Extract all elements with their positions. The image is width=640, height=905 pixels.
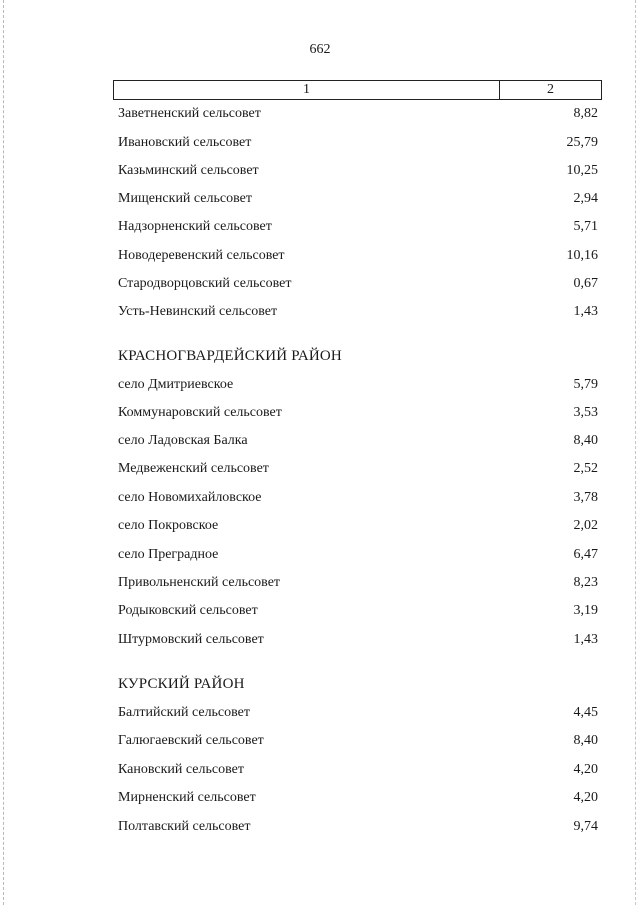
row-value: 8,23 — [573, 575, 598, 590]
row-name: Штурмовский сельсовет — [118, 632, 264, 647]
table-row — [118, 189, 598, 209]
row-value: 8,40 — [573, 733, 598, 748]
table-row — [118, 459, 598, 479]
table-row — [118, 431, 598, 451]
table-row — [118, 403, 598, 423]
row-name: Заветненский сельсовет — [118, 106, 261, 121]
table-row — [118, 630, 598, 650]
row-name: Коммунаровский сельсовет — [118, 405, 282, 420]
table-row — [118, 545, 598, 565]
row-value: 3,53 — [573, 405, 598, 420]
column-header-1: 1 — [114, 81, 500, 99]
table-column-header — [113, 80, 602, 100]
row-name: село Покровское — [118, 518, 219, 533]
row-name: Родыковский сельсовет — [118, 603, 258, 618]
table-row — [118, 133, 598, 153]
row-value: 1,43 — [573, 632, 598, 647]
row-value: 4,20 — [573, 790, 598, 805]
table-row — [118, 760, 598, 780]
table-row — [118, 246, 598, 266]
table-row — [118, 274, 598, 294]
row-value: 10,25 — [566, 163, 598, 178]
row-value: 5,71 — [573, 219, 598, 234]
row-value: 4,45 — [573, 705, 598, 720]
row-value: 6,47 — [573, 547, 598, 562]
row-name: Медвеженский сельсовет — [118, 461, 269, 476]
row-value: 2,52 — [573, 461, 598, 476]
row-name: Мищенский сельсовет — [118, 191, 252, 206]
row-name: Кановский сельсовет — [118, 762, 244, 777]
row-value: 8,40 — [573, 433, 598, 448]
row-name: Полтавский сельсовет — [118, 819, 251, 834]
row-value: 8,82 — [573, 106, 598, 121]
row-value: 0,67 — [573, 276, 598, 291]
table-row — [118, 161, 598, 181]
row-value: 4,20 — [573, 762, 598, 777]
row-name: Стародворцовский сельсовет — [118, 276, 292, 291]
table-row — [118, 516, 598, 536]
section-heading-krasnogvardeysky: КРАСНОГВАРДЕЙСКИЙ РАЙОН — [118, 348, 342, 364]
row-name: село Дмитриевское — [118, 377, 234, 392]
table-row — [118, 601, 598, 621]
row-name: Казьминский сельсовет — [118, 163, 259, 178]
row-name: Новодеревенский сельсовет — [118, 248, 285, 263]
table-row — [118, 817, 598, 837]
row-value: 2,94 — [573, 191, 598, 206]
table-row — [118, 302, 598, 322]
row-name: Мирненский сельсовет — [118, 790, 256, 805]
row-name: село Ладовская Балка — [118, 433, 248, 448]
column-header-2: 2 — [547, 82, 554, 97]
row-name: Надзорненский сельсовет — [118, 219, 272, 234]
row-name: село Новомихайловское — [118, 490, 262, 505]
table-row — [118, 788, 598, 808]
table-row — [118, 731, 598, 751]
table-row — [118, 573, 598, 593]
table-row — [118, 217, 598, 237]
table-row — [118, 703, 598, 723]
table-row — [118, 104, 598, 124]
row-name: Ивановский сельсовет — [118, 135, 252, 150]
section-heading-kursky: КУРСКИЙ РАЙОН — [118, 676, 245, 692]
row-value: 1,43 — [573, 304, 598, 319]
page-number: 662 — [309, 42, 331, 57]
page-edge-right — [635, 0, 637, 905]
row-name: Галюгаевский сельсовет — [118, 733, 264, 748]
row-value: 3,19 — [573, 603, 598, 618]
page-edge-left — [3, 0, 5, 905]
row-value: 10,16 — [566, 248, 598, 263]
row-value: 2,02 — [573, 518, 598, 533]
row-value: 9,74 — [573, 819, 598, 834]
row-name: Балтийский сельсовет — [118, 705, 251, 720]
row-value: 25,79 — [566, 135, 598, 150]
row-value: 5,79 — [573, 377, 598, 392]
row-name: Привольненский сельсовет — [118, 575, 281, 590]
table-row — [118, 488, 598, 508]
row-value: 3,78 — [573, 490, 598, 505]
table-row — [118, 375, 598, 395]
row-name: Усть-Невинский сельсовет — [118, 304, 278, 319]
row-name: село Преградное — [118, 547, 219, 562]
